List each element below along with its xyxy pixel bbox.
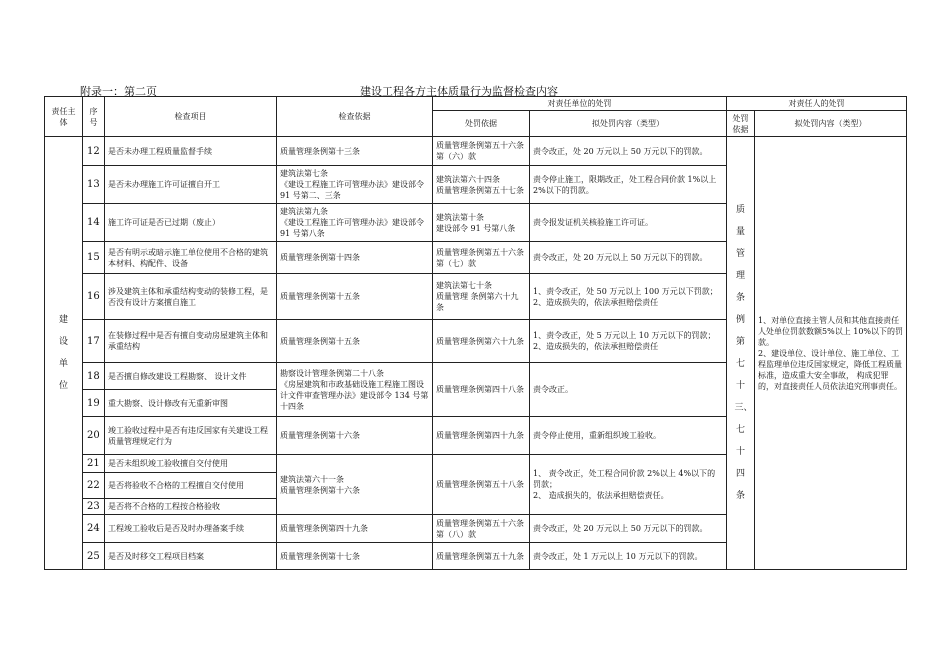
col-seq: 序号	[83, 97, 105, 137]
check-basis: 质量管理条例第十五条	[277, 320, 433, 363]
check-item: 是否有明示或暗示施工单位使用不合格的建筑本材料、构配件、设备	[105, 242, 277, 274]
check-item: 施工许可证是否已过期（废止）	[105, 204, 277, 242]
row-number: 20	[83, 417, 105, 455]
row-number: 15	[83, 242, 105, 274]
check-basis: 质量管理条例第十六条	[277, 417, 433, 455]
unit-punish-content: 责令改正，处 20 万元以上 50 万元以下的罚款。	[530, 242, 727, 274]
unit-punish-content: 责令改正，处 1 万元以上 10 万元以下的罚款。	[530, 543, 727, 570]
check-basis: 质量管理条例第十七条	[277, 543, 433, 570]
unit-punish-content: 1、责令改正，处 5 万元以上 10 万元以下的罚款； 2、造成损失的，依法承担赔偿责任	[530, 320, 727, 363]
check-basis: 质量管理条例第四十九条	[277, 515, 433, 543]
unit-punish-basis: 质量管理条例第五十六条第（八）款	[433, 515, 530, 543]
check-item: 工程竣工验收后是否及时办理备案手续	[105, 515, 277, 543]
page-title: 建设工程各方主体质量行为监督检查内容	[360, 85, 558, 98]
check-item: 是否将验收不合格的工程擅自交付使用	[105, 473, 277, 499]
check-item: 是否未组织竣工验收擅自交付使用	[105, 455, 277, 473]
row-number: 13	[83, 166, 105, 204]
unit-punish-basis: 质量管理条例第五十九条	[433, 543, 530, 570]
unit-punish-basis: 质量管理条例第六十九条	[433, 320, 530, 363]
row-number: 18	[83, 363, 105, 390]
col-unit-content: 拟处罚内容（类型）	[530, 111, 727, 137]
check-basis: 质量管理条例第十四条	[277, 242, 433, 274]
check-item: 竣工验收过程中是否有违反国家有关建设工程质量管理规定行为	[105, 417, 277, 455]
col-item: 检查项目	[105, 97, 277, 137]
col-basis: 检查依据	[277, 97, 433, 137]
col-unit-basis: 处罚依据	[433, 111, 530, 137]
row-number: 17	[83, 320, 105, 363]
row-number: 16	[83, 274, 105, 320]
check-item: 是否将不合格的工程按合格验收	[105, 499, 277, 515]
row-number: 21	[83, 455, 105, 473]
check-item: 是否未办理工程质量监督手续	[105, 137, 277, 166]
unit-punish-basis: 质量管理条例第四十九条	[433, 417, 530, 455]
unit-punish-content: 1、 责令改正，处工程合同价款 2%以上 4%以下的罚款； 2、 造成损失的，依法承担赔偿责任。	[530, 455, 727, 515]
check-item: 在装修过程中是否有擅自变动房屋建筑主体和承重结构	[105, 320, 277, 363]
unit-punish-basis: 质量管理条例第四十八条	[433, 363, 530, 417]
unit-punish-basis: 质量管理条例第五十八条	[433, 455, 530, 515]
person-basis-cell: 质量管理条例第七十三、七十四条	[727, 137, 755, 570]
unit-punish-basis: 建筑法第六十四条 质量管理条例第五十七条	[433, 166, 530, 204]
check-basis: 建筑法第七条 《建设工程施工许可管理办法》建设部令 91 号第二、三条	[277, 166, 433, 204]
row-number: 14	[83, 204, 105, 242]
row-number: 25	[83, 543, 105, 570]
unit-punish-content: 责令停止使用，重新组织竣工验收。	[530, 417, 727, 455]
col-unit-group: 对责任单位的处罚	[433, 97, 727, 111]
row-number: 12	[83, 137, 105, 166]
unit-punish-content: 责令停止施工，限期改正，处工程合同价款 1%以上 2%以下的罚款。	[530, 166, 727, 204]
subject-cell: 建设单位	[45, 137, 83, 570]
check-basis: 质量管理条例第十五条	[277, 274, 433, 320]
check-item: 重大勘察、设计修改有无重新审图	[105, 390, 277, 417]
unit-punish-basis: 质量管理条例第五十六条第（六）款	[433, 137, 530, 166]
inspection-table	[44, 96, 907, 570]
col-person-content: 拟处罚内容（类型）	[755, 111, 907, 137]
check-item: 是否及时移交工程项目档案	[105, 543, 277, 570]
col-person-group: 对责任人的处罚	[727, 97, 907, 111]
check-item: 是否未办理施工许可证擅自开工	[105, 166, 277, 204]
unit-punish-content: 责令改正。	[530, 363, 727, 417]
appendix-label: 附录一：第二页	[80, 85, 157, 98]
check-basis: 建筑法第六十一条 质量管理条例第十六条	[277, 455, 433, 515]
row-number: 24	[83, 515, 105, 543]
unit-punish-basis: 质量管理条例第五十六条第（七）款	[433, 242, 530, 274]
row-number: 23	[83, 499, 105, 515]
unit-punish-content: 责令报发证机关核验施工许可证。	[530, 204, 727, 242]
unit-punish-content: 责令改正，处 20 万元以上 50 万元以下的罚款。	[530, 137, 727, 166]
check-item: 是否擅自修改建设工程勘察、 设计文件	[105, 363, 277, 390]
check-item: 涉及建筑主体和承重结构变动的装修工程，是否没有设计方案擅自施工	[105, 274, 277, 320]
unit-punish-content: 责令改正，处 20 万元以上 50 万元以下的罚款。	[530, 515, 727, 543]
check-basis: 建筑法第九条 《建设工程施工许可管理办法》建设部令 91 号第八条	[277, 204, 433, 242]
unit-punish-basis: 建筑法第十条 建设部令 91 号第八条	[433, 204, 530, 242]
table-row	[45, 137, 907, 166]
check-basis: 勘察设计管理条例第二十八条 《房屋建筑和市政基础设施工程施工图设计文件审查管理办法》建设部令 134 号第十四条	[277, 363, 433, 417]
col-person-basis: 处罚依据	[727, 111, 755, 137]
unit-punish-basis: 建筑法第七十条 质量管理 条例第六十九条	[433, 274, 530, 320]
col-subject: 责任主体	[45, 97, 83, 137]
unit-punish-content: 1、责令改正，处 50 万元以上 100 万元以下罚款； 2、造成损失的，依法承担赔偿责任	[530, 274, 727, 320]
row-number: 19	[83, 390, 105, 417]
row-number: 22	[83, 473, 105, 499]
check-basis: 质量管理条例第十三条	[277, 137, 433, 166]
person-content-cell: 1、对单位直接主管人员和其他直接责任人处单位罚款数额5%以上 10%以下的罚款。 2、建设单位、设计单位、施工单位、工程监理单位违反国家规定，降低工程质量标准，造成重大安全事故， 构成犯罪的，对直接责任人员依法追究刑事责任。	[755, 137, 907, 570]
